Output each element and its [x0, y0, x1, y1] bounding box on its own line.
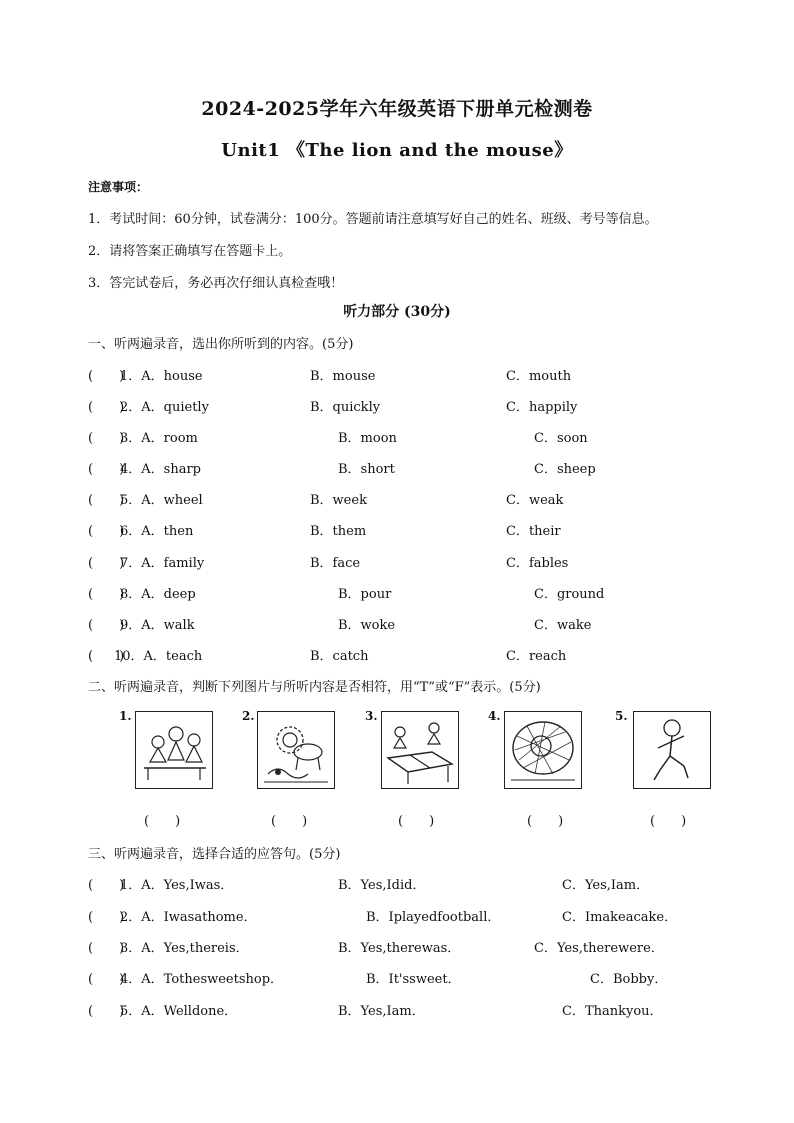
question-row — [88, 458, 728, 478]
option-b: B．pour — [338, 587, 392, 602]
question-row — [88, 937, 728, 957]
option-b: B．Iplayedfootball． — [366, 910, 501, 925]
section3-heading: 三、听两遍录音，选择合适的应答句。(5分) — [88, 847, 341, 862]
option-a: 2．A．quietly — [120, 400, 209, 415]
answer-paren[interactable]: ( ) — [88, 493, 125, 508]
option-b: B．Yes,Iam． — [338, 1004, 425, 1019]
option-a: 5．A．Welldone． — [120, 1004, 238, 1019]
picture-answer-paren[interactable]: ( ) — [398, 814, 435, 829]
question-row — [88, 427, 728, 447]
option-b: B．mouse — [310, 369, 376, 384]
section2-heading: 二、听两遍录音，判断下列图片与所听内容是否相符，用“T”或“F”表示。(5分) — [88, 680, 541, 695]
picture-lion-and-mouse — [257, 711, 335, 789]
note-item: 3．答完试卷后，务必再次仔细认真检查哦！ — [88, 276, 344, 291]
question-row — [88, 874, 728, 894]
option-b: B．It'ssweet． — [366, 972, 461, 987]
picture-boy-running — [633, 711, 711, 789]
question-row — [88, 520, 728, 540]
option-a: 3．A．Yes,thereis． — [120, 941, 249, 956]
answer-paren[interactable]: ( ) — [88, 400, 125, 415]
option-a: 4．A．sharp — [120, 462, 201, 477]
option-b: B．Yes,therewas． — [338, 941, 461, 956]
picture-answer-paren[interactable]: ( ) — [271, 814, 308, 829]
option-b: B．quickly — [310, 400, 381, 415]
option-c: C．Bobby． — [590, 972, 668, 987]
answer-paren[interactable]: ( ) — [88, 1004, 125, 1019]
option-c: C．Imakeacake． — [562, 910, 678, 925]
option-a: 3．A．room — [120, 431, 198, 446]
option-a: 7．A．family — [120, 556, 205, 571]
option-b: B．catch — [310, 649, 369, 664]
option-a: 1．A．house — [120, 369, 203, 384]
picture-number: 1. — [119, 709, 132, 723]
picture-answer-paren[interactable]: ( ) — [144, 814, 181, 829]
question-row — [88, 365, 728, 385]
option-a: 6．A．then — [120, 524, 194, 539]
answer-paren[interactable]: ( ) — [88, 618, 125, 633]
answer-paren[interactable]: ( ) — [88, 587, 125, 602]
option-c: C．fables — [506, 556, 569, 571]
answer-paren[interactable]: ( ) — [88, 972, 125, 987]
option-a: 5．A．wheel — [120, 493, 203, 508]
question-row — [88, 906, 728, 926]
picture-lion-in-net — [504, 711, 582, 789]
answer-paren[interactable]: ( ) — [88, 941, 125, 956]
option-c: C．their — [506, 524, 561, 539]
section1-heading: 一、听两遍录音，选出你所听到的内容。(5分) — [88, 337, 354, 352]
answer-paren[interactable]: ( ) — [88, 649, 125, 664]
option-c: C．happily — [506, 400, 578, 415]
option-b: B．face — [310, 556, 361, 571]
picture-number: 5. — [615, 709, 628, 723]
picture-answer-paren[interactable]: ( ) — [527, 814, 564, 829]
option-c: C．Yes,Iam． — [562, 878, 650, 893]
option-c: C．mouth — [506, 369, 572, 384]
option-a: 4．A．Tothesweetshop． — [120, 972, 284, 987]
option-b: B．week — [310, 493, 367, 508]
question-row — [88, 614, 728, 634]
question-row — [88, 552, 728, 572]
answer-paren[interactable]: ( ) — [88, 431, 125, 446]
answer-paren[interactable]: ( ) — [88, 524, 125, 539]
question-row — [88, 645, 728, 665]
listening-heading: 听力部分 (30分) — [343, 304, 451, 320]
answer-paren[interactable]: ( ) — [88, 369, 125, 384]
picture-number: 4. — [488, 709, 501, 723]
option-b: B．moon — [338, 431, 397, 446]
picture-table-tennis — [381, 711, 459, 789]
picture-number: 2. — [242, 709, 255, 723]
option-b: B．them — [310, 524, 367, 539]
option-c: C．ground — [534, 587, 605, 602]
notes-heading: 注意事项： — [88, 180, 149, 194]
option-a: 2．A．Iwasathome． — [120, 910, 257, 925]
option-c: C．soon — [534, 431, 588, 446]
note-item: 1．考试时间：60分钟，试卷满分：100分。答题前请注意填写好自己的姓名、班级、考号等信息。 — [88, 212, 658, 227]
picture-answer-paren[interactable]: ( ) — [650, 814, 687, 829]
question-row — [88, 1000, 728, 1020]
question-row — [88, 489, 728, 509]
option-b: B．Yes,Idid． — [338, 878, 426, 893]
option-a: 8．A．deep — [120, 587, 196, 602]
option-c: C．sheep — [534, 462, 596, 477]
option-a: 1．A．Yes,Iwas． — [120, 878, 234, 893]
option-a: 10．A．teach — [114, 649, 203, 664]
picture-children-on-bench — [135, 711, 213, 789]
option-c: C．weak — [506, 493, 564, 508]
question-row — [88, 396, 728, 416]
question-row — [88, 583, 728, 603]
answer-paren[interactable]: ( ) — [88, 878, 125, 893]
picture-number: 3. — [365, 709, 378, 723]
note-item: 2．请将答案正确填写在答题卡上。 — [88, 244, 292, 259]
option-a: 9．A．walk — [120, 618, 195, 633]
option-c: C．Thankyou． — [562, 1004, 663, 1019]
option-c: C．reach — [506, 649, 567, 664]
answer-paren[interactable]: ( ) — [88, 462, 125, 477]
answer-paren[interactable]: ( ) — [88, 556, 125, 571]
option-c: C．wake — [534, 618, 592, 633]
question-row — [88, 968, 728, 988]
page-title: 2024-2025学年六年级英语下册单元检测卷 — [201, 98, 593, 120]
page-subtitle: Unit1 《The lion and the mouse》 — [221, 140, 573, 161]
option-b: B．short — [338, 462, 395, 477]
option-b: B．woke — [338, 618, 396, 633]
answer-paren[interactable]: ( ) — [88, 910, 125, 925]
option-c: C．Yes,therewere． — [534, 941, 664, 956]
